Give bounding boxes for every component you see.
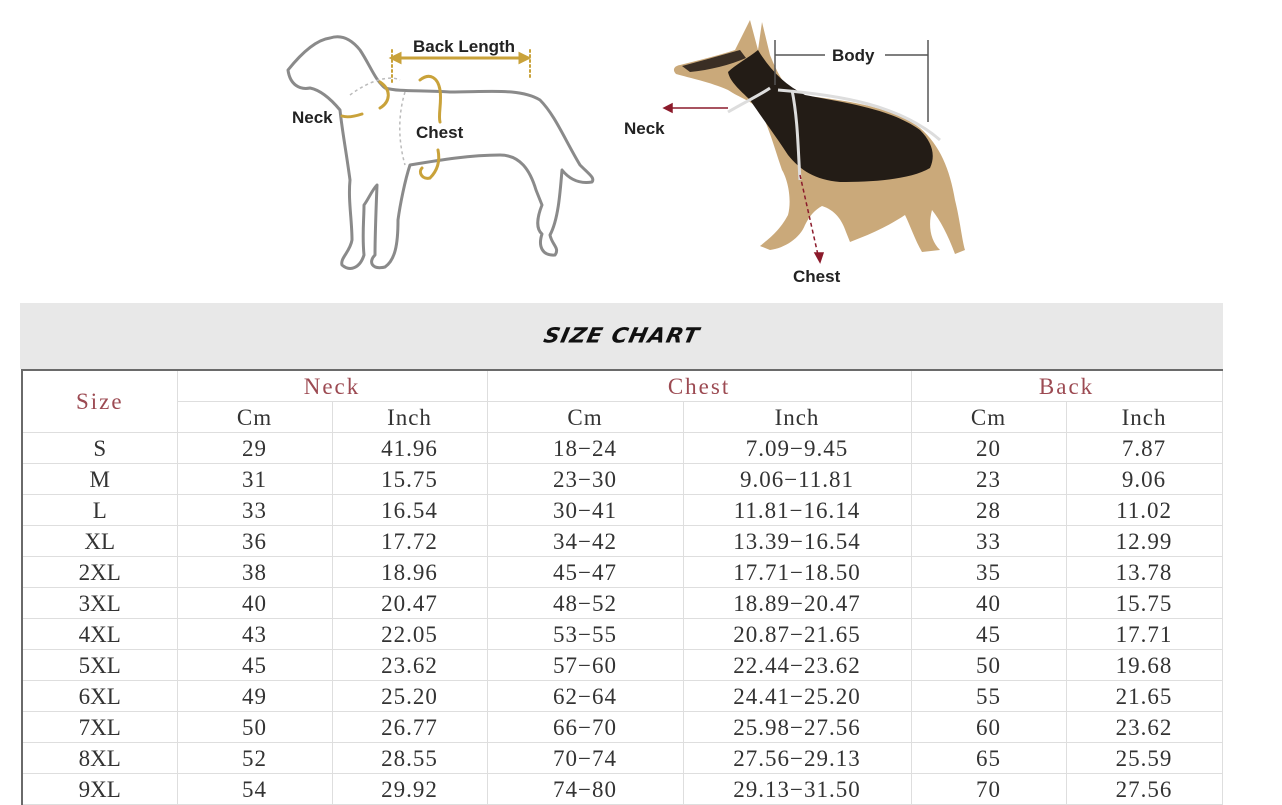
neck-inch-cell: 16.54 [332, 495, 487, 526]
back-cm-header: Cm [911, 402, 1066, 433]
back-cm-cell: 40 [911, 588, 1066, 619]
back-inch-cell: 9.06 [1066, 464, 1222, 495]
back-length-label: Back Length [413, 37, 516, 56]
chest-inch-cell: 18.89−20.47 [683, 588, 911, 619]
chest-cm-cell: 62−64 [487, 681, 683, 712]
neck-cm-header: Cm [177, 402, 332, 433]
neck-cm-cell: 38 [177, 557, 332, 588]
chest-cm-cell: 70−74 [487, 743, 683, 774]
size-chart-banner [20, 303, 1223, 369]
back-cm-cell: 33 [911, 526, 1066, 557]
table-row [22, 557, 1222, 588]
chest-inch-cell: 17.71−18.50 [683, 557, 911, 588]
chest-inch-cell: 11.81−16.14 [683, 495, 911, 526]
back-inch-cell: 21.65 [1066, 681, 1222, 712]
neck-inch-cell: 18.96 [332, 557, 487, 588]
chest-cm-cell: 18−24 [487, 433, 683, 464]
neck-cm-cell: 40 [177, 588, 332, 619]
body-label: Body [832, 46, 875, 65]
back-cm-cell: 35 [911, 557, 1066, 588]
back-cm-cell: 50 [911, 650, 1066, 681]
back-inch-cell: 27.56 [1066, 774, 1222, 805]
size-cell: 4XL [22, 619, 177, 650]
chest-inch-cell: 25.98−27.56 [683, 712, 911, 743]
chest-cm-cell: 48−52 [487, 588, 683, 619]
size-chart-table [21, 369, 1223, 805]
neck-cm-cell: 49 [177, 681, 332, 712]
neck-inch-cell: 26.77 [332, 712, 487, 743]
back-cm-cell: 23 [911, 464, 1066, 495]
back-inch-header: Inch [1066, 402, 1222, 433]
neck-cm-cell: 52 [177, 743, 332, 774]
size-cell: 2XL [22, 557, 177, 588]
back-cm-cell: 55 [911, 681, 1066, 712]
shepherd-dog-diagram [610, 10, 980, 295]
chest-inch-header: Inch [683, 402, 911, 433]
back-inch-cell: 17.71 [1066, 619, 1222, 650]
chest-inch-cell: 13.39−16.54 [683, 526, 911, 557]
chest-cm-cell: 57−60 [487, 650, 683, 681]
neck-cm-cell: 50 [177, 712, 332, 743]
neck-inch-cell: 23.62 [332, 650, 487, 681]
chest-inch-cell: 27.56−29.13 [683, 743, 911, 774]
table-row [22, 681, 1222, 712]
back-inch-cell: 11.02 [1066, 495, 1222, 526]
chest-label: Chest [793, 267, 841, 286]
back-inch-cell: 19.68 [1066, 650, 1222, 681]
chest-cm-cell: 23−30 [487, 464, 683, 495]
table-row [22, 495, 1222, 526]
table-header-units [22, 402, 1222, 433]
outline-dog-diagram [280, 20, 610, 280]
table-row [22, 743, 1222, 774]
neck-label: Neck [292, 108, 333, 127]
neck-inch-cell: 41.96 [332, 433, 487, 464]
chest-cm-cell: 34−42 [487, 526, 683, 557]
neck-cm-cell: 54 [177, 774, 332, 805]
back-inch-cell: 12.99 [1066, 526, 1222, 557]
neck-group-header: Neck [177, 370, 487, 402]
back-cm-cell: 65 [911, 743, 1066, 774]
chest-inch-cell: 9.06−11.81 [683, 464, 911, 495]
chest-inch-cell: 29.13−31.50 [683, 774, 911, 805]
back-inch-cell: 7.87 [1066, 433, 1222, 464]
size-cell: 7XL [22, 712, 177, 743]
neck-cm-cell: 45 [177, 650, 332, 681]
size-cell: M [22, 464, 177, 495]
size-cell: 8XL [22, 743, 177, 774]
back-inch-cell: 13.78 [1066, 557, 1222, 588]
neck-inch-header: Inch [332, 402, 487, 433]
chest-group-header: Chest [487, 370, 911, 402]
size-cell: L [22, 495, 177, 526]
neck-inch-cell: 15.75 [332, 464, 487, 495]
table-row [22, 464, 1222, 495]
neck-inch-cell: 22.05 [332, 619, 487, 650]
table-header-groups [22, 370, 1222, 402]
neck-label: Neck [624, 119, 665, 138]
chest-cm-cell: 30−41 [487, 495, 683, 526]
back-inch-cell: 23.62 [1066, 712, 1222, 743]
back-inch-cell: 15.75 [1066, 588, 1222, 619]
back-group-header: Back [911, 370, 1222, 402]
back-inch-cell: 25.59 [1066, 743, 1222, 774]
back-cm-cell: 70 [911, 774, 1066, 805]
size-cell: XL [22, 526, 177, 557]
size-cell: 5XL [22, 650, 177, 681]
dog-outline-icon [288, 37, 593, 269]
back-cm-cell: 20 [911, 433, 1066, 464]
chest-cm-cell: 45−47 [487, 557, 683, 588]
neck-cm-cell: 33 [177, 495, 332, 526]
chest-inch-cell: 24.41−25.20 [683, 681, 911, 712]
neck-inch-cell: 17.72 [332, 526, 487, 557]
chest-cm-header: Cm [487, 402, 683, 433]
banner-title: SIZE CHART [541, 324, 702, 348]
chest-inch-cell: 22.44−23.62 [683, 650, 911, 681]
size-cell: 6XL [22, 681, 177, 712]
neck-inch-cell: 28.55 [332, 743, 487, 774]
table-row [22, 712, 1222, 743]
neck-cm-cell: 29 [177, 433, 332, 464]
back-cm-cell: 45 [911, 619, 1066, 650]
back-cm-cell: 60 [911, 712, 1066, 743]
size-cell: 9XL [22, 774, 177, 805]
chest-cm-cell: 74−80 [487, 774, 683, 805]
chest-label: Chest [416, 123, 464, 142]
table-row [22, 588, 1222, 619]
chest-inch-cell: 7.09−9.45 [683, 433, 911, 464]
size-cell: S [22, 433, 177, 464]
neck-cm-cell: 31 [177, 464, 332, 495]
neck-cm-cell: 43 [177, 619, 332, 650]
neck-inch-cell: 25.20 [332, 681, 487, 712]
table-row [22, 526, 1222, 557]
neck-inch-cell: 20.47 [332, 588, 487, 619]
table-row [22, 650, 1222, 681]
back-cm-cell: 28 [911, 495, 1066, 526]
table-row [22, 433, 1222, 464]
neck-cm-cell: 36 [177, 526, 332, 557]
neck-inch-cell: 29.92 [332, 774, 487, 805]
chest-cm-cell: 66−70 [487, 712, 683, 743]
size-header: Size [22, 370, 177, 433]
chest-inch-cell: 20.87−21.65 [683, 619, 911, 650]
size-cell: 3XL [22, 588, 177, 619]
table-row [22, 619, 1222, 650]
chest-cm-cell: 53−55 [487, 619, 683, 650]
